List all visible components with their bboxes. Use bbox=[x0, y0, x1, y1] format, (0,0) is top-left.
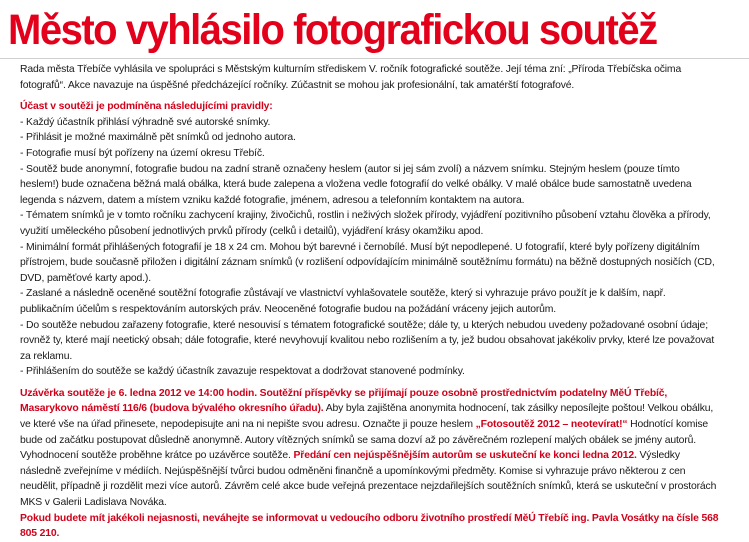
rule-item: - Tématem snímků je v tomto ročníku zachycení krajiny, živočichů, rostlin i neživých složek přírody, vyjádření pozitivního působení vztahu člověka a přírody, využití uměleckého působení jednotlivých prvků přírody (celků i detailů), vyjádření krásy okamžiku apod. bbox=[20, 210, 711, 237]
evaluation-text: Vyhodnocení soutěže proběhne krátce po uzávěrce soutěže. bbox=[20, 450, 294, 462]
rule-item: - Každý účastník přihlásí výhradně své autorské snímky. bbox=[20, 116, 271, 128]
article-headline: Město vyhlásilo fotografickou soutěž bbox=[8, 6, 657, 54]
headline-divider bbox=[0, 58, 749, 59]
deadline-paragraph bbox=[20, 386, 720, 448]
deadline-text: Aby byla zajištěna anonymita hodnocení, tak zásilky neposílejte poštou! Velkou obálku, ve které vše na úřad přinesete, nepodepisujte ani na ni nepište svou adresu. Označte ji pouze heslem bbox=[20, 403, 714, 431]
intro-paragraph: Rada města Třebíče vyhlásila ve spolupráci s Městským kulturním střediskem V. ročník fotografické soutěže. Její téma zní: „Příroda Třebíčska očima fotografů“. Akce navazuje na úspěšné předcházející ročníky. Zúčastnit se mohou jak profesionální, tak amatérští fotografové. bbox=[20, 64, 682, 91]
rule-item: - Přihlášením do soutěže se každý účastník zavazuje respektovat a dodržovat stanovené podmínky. bbox=[20, 366, 465, 378]
evaluation-paragraph bbox=[20, 448, 720, 510]
rule-item: - Soutěž bude anonymní, fotografie budou na zadní straně označeny heslem (autor si jej sám zvolí) a názvem snímku. Stejným heslem (pouze tímto heslem!) bude označena běžná malá obálka, která bude zalepena a vložena vedle fotografií do velké obálky. V malé obálce bude samostatně uvedena legenda s názvem, datem a místem vzniku každé fotografie, jménem, adresou a telefonním kontaktem na autora. bbox=[20, 163, 692, 206]
deadline-highlight: Uzávěrka soutěže je 6. ledna 2012 ve 14:00 hodin. Soutěžní příspěvky se přijímají pouze osobně prostřednictvím podatelny MěÚ Třebíč, Masarykovo náměstí 116/6 (budova bývalého okresního úřadu). bbox=[20, 387, 668, 415]
rules-heading: Účast v soutěži je podmíněna následujícími pravidly: bbox=[20, 101, 273, 113]
rule-item: - Do soutěže nebudou zařazeny fotografie, které nesouvisí s tématem fotografické soutěže; dále ty, u kterých nebudou uvedeny požadované osobní údaje; rovněž ty, které mají neetický obsah; dále fotografie, které nevyhovují kvalitou nebo rozlišením a ty, jež budou obsahovat jakékoliv prvky, které lze považovat za reklamu. bbox=[20, 319, 715, 362]
envelope-motto: „Fotosoutěž 2012 – neotevírat!“ bbox=[475, 419, 628, 431]
rule-item: - Fotografie musí být pořízeny na území okresu Třebíč. bbox=[20, 147, 265, 159]
rule-item: - Minimální formát přihlášených fotografií je 18 x 24 cm. Mohou být barevné i černobílé. Musí být nepodlepené. U fotografií, které byly pořízeny digitálním přístrojem, bude současně přiložen i digitální záznam snímků (v rozlišení odpovídajícím minimálně soutěžnímu formátu) na běžně dostupných nosičích (CD, DVD, paměťové karty apod.). bbox=[20, 241, 715, 284]
award-highlight: Předání cen nejúspěšnějším autorům se uskuteční ke konci ledna 2012. bbox=[293, 450, 637, 462]
contact-paragraph: Pokud budete mít jakékoli nejasnosti, neváhejte se informovat u vedoucího odboru životního prostředí MěÚ Třebíč ing. Pavla Vosátky na čísle 568 805 210. bbox=[20, 512, 719, 540]
rule-item: - Zaslané a následně oceněné soutěžní fotografie zůstávají ve vlastnictví vyhlašovatele soutěže, který si vyhrazuje právo použít je k dalším, např. publikačním účelům s respektováním autorských práv. Neoceněné fotografie budou na požádání vráceny jejich autorům. bbox=[20, 288, 666, 315]
deadline-text-2: Hodnotící komise bude od začátku postupovat důsledně anonymně. Autory vítězných snímků se sama dozví až po závěrečném rozlepení malých obálek se jmény autorů. bbox=[20, 419, 709, 446]
article-body bbox=[20, 62, 720, 542]
rule-item: - Přihlásit je možné maximálně pět snímků od jednoho autora. bbox=[20, 132, 296, 144]
evaluation-text-2: Výsledky následně zveřejníme v médiích. Nejúspěšnější tvůrci budou odměněni finančně a upomínkovými předměty. Komise si vyhrazuje právo některou z cen neudělit, případně ji rozdělit mezi více autorů. Závrěm celé akce bude veřejná prezentace nejzdařilejších soutěžních snímků, která se uskuteční v prostorách MKS v Galerii Ladislava Nováka. bbox=[20, 450, 717, 509]
